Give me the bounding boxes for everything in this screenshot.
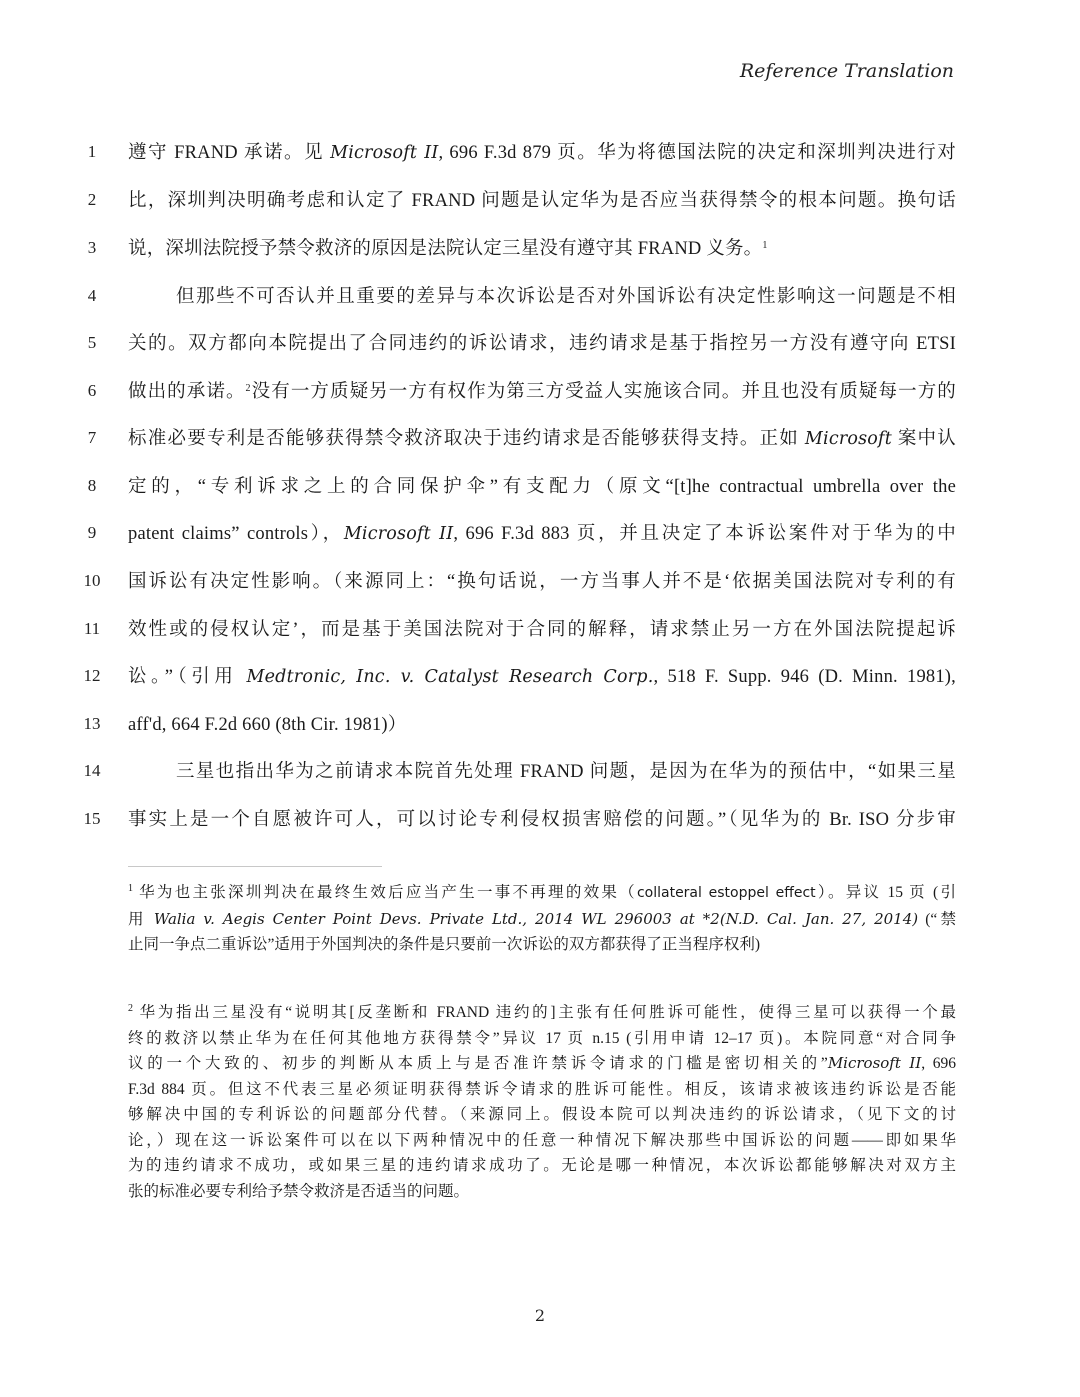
text-run: aff'd, 664 F.2d 660 (8th Cir. 1981)） [128,715,407,735]
line-number: 13 [83,714,101,733]
text-run: 张的标准必要专利给予禁令救济是否适当的问题。 [128,1182,470,1200]
text-line [0,377,1080,407]
text-run: ）。异议 15 页 (引 [815,884,956,901]
line-number: 11 [83,619,101,638]
line-text [128,567,956,593]
text-run: , 696 [921,1055,956,1072]
text-line [0,519,1080,549]
footnote-line [128,880,956,907]
text-line [0,282,1080,312]
footnote-line [128,1026,956,1052]
text-run: 华为指出三星没有“说明其[反垄断和 FRAND 违约的]主张有任何胜诉可能性，使得三星可以获得一个最 [133,1004,956,1021]
line-number: 12 [83,666,101,685]
line-text [128,710,956,736]
line-text [128,805,956,831]
text-line [0,567,1080,597]
text-line [0,615,1080,645]
text-run: 讼。”（引用 [128,667,247,687]
text-run: 没有一方质疑另一方有权作为第三方受益人实施该合同。并且也没有质疑每一方的 [250,382,956,402]
text-line [0,186,1080,216]
text-run: 国诉讼有决定性影响。（来源同上：“换句话说，一方当事人并不是‘依据美国法院对专利的有 [128,572,956,592]
text-run: 止同一争点二重诉讼”适用于外国判决的条件是只要前一次诉讼的双方都获得了正当程序权利) [128,936,761,953]
footnote-line [128,1051,956,1077]
footnote-1 [128,880,956,958]
text-line [0,234,1080,264]
text-run: , 518 F. Supp. 946 (D. Minn. 1981), [653,667,956,687]
footnote-line [128,1153,956,1179]
english-term: collateral estoppel effect [636,885,816,901]
text-run: 标准必要专利是否能够获得禁令救济取决于违约请求是否能够获得支持。正如 [128,429,805,449]
text-run: 比，深圳判决明确考虑和认定了 FRAND 问题是认定华为是否应当获得禁令的根本问题。换句话 [128,191,956,211]
line-text [128,329,956,355]
case-citation: Microsoft II [343,524,454,544]
footnote-2 [128,1000,956,1204]
line-text [128,138,956,164]
footnote-ref: 2 [245,383,251,394]
line-number: 6 [87,381,97,400]
text-run: 关的。双方都向本院提出了合同违约的诉讼请求，违约请求是基于指控另一方没有遵守向 ETSI [128,334,956,354]
footnote-ref: 1 [128,883,133,894]
footnote-divider [128,866,382,867]
case-citation: Microsoft II [330,143,439,163]
footnote-line [128,1179,956,1205]
line-text [128,282,956,308]
line-text [128,234,956,260]
footnote-line [128,1102,956,1128]
line-text [128,757,956,783]
line-text [128,186,956,212]
running-header: Reference Translation [739,60,954,82]
footnote-line [128,1077,956,1103]
text-run: 终的救济以禁止华为在任何其他地方获得禁令”异议 17 页 n.15 (引用申请 12–17 页)。本院同意“对合同争 [128,1029,956,1047]
line-number: 1 [87,142,97,161]
text-line [0,138,1080,168]
text-run: 三星也指出华为之前请求本院首先处理 FRAND 问题，是因为在华为的预估中，“如果三星 [176,762,956,782]
text-line [0,710,1080,740]
line-number: 15 [83,809,101,828]
line-text [128,519,956,545]
text-run: 用 [128,910,154,928]
text-line [0,662,1080,692]
line-number: 3 [87,238,97,257]
line-number: 7 [87,428,97,447]
text-run: 议的一个大致的、初步的判断从本质上与是否准许禁诉令请求的门槛是密切相关的” [128,1055,828,1072]
text-line [0,757,1080,787]
text-run: 论，）现在这一诉讼案件可以在以下两种情况中的任意一种情况下解决那些中国诉讼的问题——即如果华 [128,1131,956,1149]
text-run: F.3d 884 页。但这不代表三星必须证明获得禁诉令请求的胜诉可能性。相反，该请求被该违约诉讼是否能 [128,1080,956,1098]
case-citation: Microsoft [804,429,892,449]
footnote-line [128,907,956,933]
text-run: 华为也主张深圳判决在最终生效后应当产生一事不再理的效果（ [133,884,637,901]
text-run: 定的，“专利诉求之上的合同保护伞”有支配力（原文“[t]he contractual umbrella over the [128,477,956,497]
text-run: 但那些不可否认并且重要的差异与本次诉讼是否对外国诉讼有决定性影响这一问题是不相 [176,287,956,307]
line-number: 14 [83,761,101,780]
text-run: 为的违约请求不成功，或如果三星的违约请求成功了。无论是哪一种情况，本次诉讼都能够解决对双方主 [128,1157,956,1174]
line-number: 10 [83,571,101,590]
text-run: (“禁 [918,910,956,928]
line-number: 9 [87,523,97,542]
line-number: 8 [87,476,97,495]
line-number: 2 [87,190,97,209]
line-text [128,472,956,498]
text-run: 够解决中国的专利诉讼的问题部分代替。（来源同上。假设本院可以判决违约的诉讼请求，（见下文的讨 [128,1106,956,1123]
text-line [0,805,1080,835]
footnote-line [128,932,956,958]
footnote-ref: 1 [762,240,768,251]
line-number: 5 [87,333,97,352]
case-citation: Microsoft II [827,1054,922,1072]
case-citation: Walia v. Aegis Center Point Devs. Private Ltd., 2014 WL 296003 at *2(N.D. Cal. Jan. 27, 2014) [153,909,919,928]
page-number: 2 [534,1306,546,1325]
text-run: 做出的承诺。 [128,382,246,402]
text-run: , 696 F.3d 883 页，并且决定了本诉讼案件对于华为的中 [453,524,956,544]
footnote-ref: 2 [128,1003,133,1014]
line-text [128,424,956,450]
footnote-line [128,1128,956,1154]
text-line [0,329,1080,359]
text-run: 效性或的侵权认定’，而是基于美国法院对于合同的解释，请求禁止另一方在外国法院提起诉 [128,620,956,640]
text-run: 遵守 FRAND 承诺。见 [128,143,331,163]
line-text [128,377,956,403]
text-run: patent claims” controls）， [128,524,344,544]
case-citation: Medtronic, Inc. v. Catalyst Research Corp. [246,667,654,687]
text-run: 案中认 [891,429,956,449]
text-run: , 696 F.3d 879 页。华为将德国法院的决定和深圳判决进行对 [438,143,956,163]
footnote-line [128,1000,956,1026]
text-line [0,424,1080,454]
text-run: 说，深圳法院授予禁令救济的原因是法院认定三星没有遵守其 FRAND 义务。 [128,239,763,259]
text-line [0,472,1080,502]
text-run: 事实上是一个自愿被许可人，可以讨论专利侵权损害赔偿的问题。”（见华为的 Br. ISO 分步审 [128,810,956,830]
line-text [128,662,956,688]
line-number: 4 [87,286,97,305]
line-text [128,615,956,641]
